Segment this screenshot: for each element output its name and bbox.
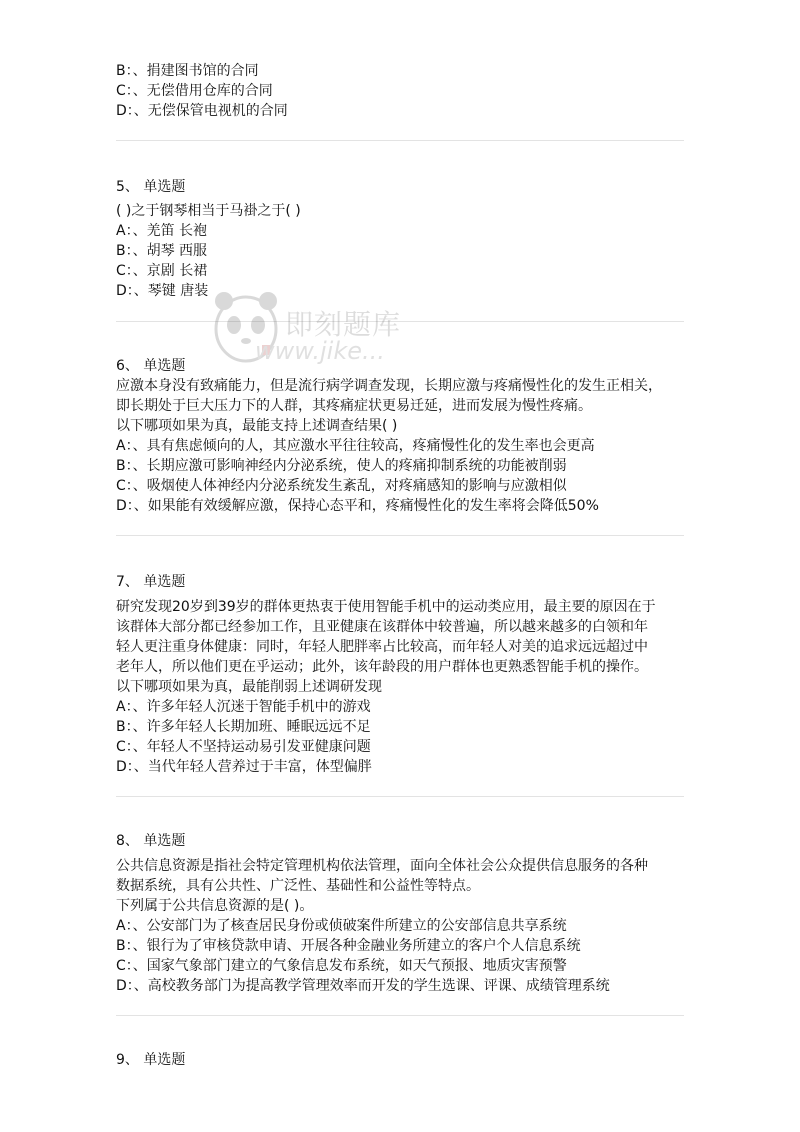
q5-option-d: D：、琴键 唐装 [116,283,209,299]
q5-option-c: C：、京剧 长裙 [116,263,208,279]
q7-option-c: C：、年轻人不坚持运动易引发亚健康问题 [116,739,371,755]
q8-stem-line: 数据系统，具有公共性、广泛性、基础性和公益性等特点。 [116,878,480,894]
q8-option-a: A：、公安部门为了核查居民身份或侦破案件所建立的公安部信息共享系统 [116,918,567,934]
q5-option-a: A：、羌笛 长袍 [116,223,208,239]
q4-option-c: C：、无偿借用仓库的合同 [116,83,273,99]
watermark-url: www.jike... [255,337,385,365]
q8-option-c: C：、国家气象部门建立的气象信息发布系统，如天气预报、地质灾害预警 [116,958,567,974]
q7-header: 7、 单选题 [116,574,186,590]
panda-logo-icon [210,285,282,365]
q7-stem-line: 老年人，所以他们更在乎运动；此外，该年龄段的用户群体也更熟悉智能手机的操作。 [116,659,648,675]
q4-option-d: D：、无偿保管电视机的合同 [116,103,288,119]
q6-option-a: A：、具有焦虑倾向的人，其应激水平往往较高，疼痛慢性化的发生率也会更高 [116,438,595,454]
q6-stem-line: 即长期处于巨大压力下的人群，其疼痛症状更易迁延，进而发展为慢性疼痛。 [116,398,592,414]
watermark [210,285,460,375]
q8-option-b: B：、银行为了审核贷款申请、开展各种金融业务所建立的客户个人信息系统 [116,938,581,954]
q8-option-d: D：、高校教务部门为提高教学管理效率而开发的学生选课、评课、成绩管理系统 [116,978,610,994]
watermark-brand: 即刻题库 [285,308,402,341]
q6-option-b: B：、长期应激可影响神经内分泌系统，使人的疼痛抑制系统的功能被削弱 [116,458,567,474]
q8-stem-line: 公共信息资源是指社会特定管理机构依法管理，面向全体社会公众提供信息服务的各种 [116,858,648,874]
q7-stem-line: 轻人更注重身体健康：同时，年轻人肥胖率占比较高，而年轻人对美的追求远远超过中 [116,639,648,655]
q8-stem-line: 下列属于公共信息资源的是( )。 [116,898,314,914]
q4-option-b: B：、捐建图书馆的合同 [116,63,259,79]
divider [116,140,684,141]
q6-header: 6、 单选题 [116,358,186,374]
divider [116,535,684,536]
q7-option-a: A：、许多年轻人沉迷于智能手机中的游戏 [116,699,371,715]
q7-option-b: B：、许多年轻人长期加班、睡眠远远不足 [116,719,371,735]
divider [116,321,684,322]
q8-header: 8、 单选题 [116,833,186,849]
divider [116,1015,684,1016]
q5-stem: ( )之于钢琴相当于马褂之于( ) [116,203,301,219]
divider [116,796,684,797]
q9-header: 9、 单选题 [116,1052,186,1068]
q7-option-d: D：、当代年轻人营养过于丰富，体型偏胖 [116,759,372,775]
q5-option-b: B：、胡琴 西服 [116,243,208,259]
q7-stem-line: 研究发现20岁到39岁的群体更热衷于使用智能手机中的运动类应用，最主要的原因在于 [116,599,656,615]
q5-header: 5、 单选题 [116,179,186,195]
q6-stem-line: 以下哪项如果为真，最能支持上述调查结果( ) [116,418,398,434]
q6-option-c: C：、吸烟使人体神经内分泌系统发生紊乱，对疼痛感知的影响与应激相似 [116,478,567,494]
q6-option-d: D：、如果能有效缓解应激，保持心态平和，疼痛慢性化的发生率将会降低50% [116,498,599,514]
q6-stem-line: 应激本身没有致痛能力，但是流行病学调查发现，长期应激与疼痛慢性化的发生正相关， [116,378,662,394]
q7-stem-line: 以下哪项如果为真，最能削弱上述调研发现 [116,679,382,695]
q7-stem-line: 该群体大部分都已经参加工作，且亚健康在该群体中较普遍，所以越来越多的白领和年 [116,619,648,635]
